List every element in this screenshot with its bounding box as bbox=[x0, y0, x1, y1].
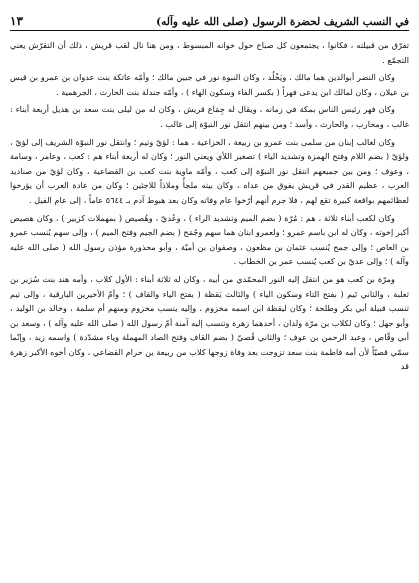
paragraph: وكان لغالب إبنان من سلمى بنت عمرو بن ربيعة ، الخزاعية ، هما : لؤيّ وتيم ؛ وانتقل نور النبوّة الشريف إلى لؤيّ ، ولؤيّ ( بضم اللام وفتح الهمزة وتشديد الياء ) تصغير اللأي ويعني النور ؛ وكان له أربعة أبناء هم : كعب ، وعامر ، وسامة ، وعوف ؛ ومن بين جميعهم انتقل نور النبوّة إلى كعب ، وأمّه ماوية بنت كعب بن القضاعية ، وكان لؤيّ من صناديد العرب ، عظيم القدر في قريش يفوق من عداه ، وكان بيته ملجأً وملاذاً للاجئين ؛ وكان من عادة العرب أن يؤرخوا لعظائمهم بواقعة كبيرة تقع لهم ، فلا جرم أنهم أرّخوا عام وفاته وكان بعد هبوط آدم بـ ٥٦٤٤ عاماً ، إلى عام الفيل . bbox=[10, 136, 409, 205]
page-header bbox=[10, 6, 409, 28]
page-body bbox=[10, 38, 409, 575]
paragraph: ومرّة بن كعب هو من انتقل إليه النور المحمّدي من أبيه ، وكان له ثلاثة أبناء : الأول كلاب ، وأمه هند بنت سُرَير بن ثعلبة ، والثاني تَيم ( بفتح التاء وسكون الياء ) والثالث يَقظة ( بفتح الياء والقاف ) ؛ وأمّ الأخيرين البارقية ، وإلى تيم تنسب قبيلة أبي بكر وطلحة ؛ وكان ليقظة ابن اسمه مخزوم ، وإليه ينسب مخزوم ومنهم أم سلمة ، وخالد بن الوليد ، وأبو جهل ؛ وكان لكلاب بن مرّة ولدان ، أحدهما زهرة وتنسب إليه آمنة أمّ رسول الله ( صلى الله عليه وآله ) ، وسعد بن أبي وقّاص ، وعبد الرحمن بن عوف ؛ والثاني قُصيّ ( بضم القاف وفتح الصاد المهملة وياء مشدّدة ) واسمه زيد ، وإنّما سمّي قصيّاً لأن أمه فاطمة بنت سعد تزوجت بعد وفاة زوجها كلاب من ربيعة بن حرام القضاعي ، وكان أخوه الأكبر زهرة قد bbox=[10, 273, 409, 372]
paragraph: وكان لكعب أبناء ثلاثة ، هم : مُرّة ( بضم الميم وتشديد الراء ) ، وعُديّ ، وهُصيص ( بمهملات كزبير ) ، وكان هصيص أكبر إخوته ، وكان له ابن باسم عمرو ؛ ولعمرو ابنان هما سهم وجُمَح ( بضم الجيم وفتح الميم ) ، وإلى سهم يُنسب عمرو بن العاص ؛ وإلى جمح يُنسب عثمان بن مظعون ، وصفوان بن أميّة ، وأبو محذورة مؤذن رسول الله ( صلى الله عليه وآله ) ؛ وإلى عديّ بن كعب يُنسب عمر بن الخطاب . bbox=[10, 212, 409, 267]
running-title: في النسب الشريف لحضرة الرسول (صلى الله عليه وآله) bbox=[156, 16, 409, 28]
paragraph: وكان فهر رئيس الناس بمكة في زمانه ، ويقال له جِمَاع قريش ، وكان له من ليلى بنت سعد بن هذيل أربعة أبناء : غالب ، ومحارب ، والحارث ، وأسد ؛ ومن بينهم انتقل نور النبوّة إلى غالب . bbox=[10, 104, 409, 129]
paragraph: وكان النضر أبوالدين هما مالك ، ويَخْلُد ، وكان النبوة نور في جبين مالك ؛ وأمّه عاتكة بنت عدوان بن عمرو بن قيس بن عيلان ، وكان لمالك ابن يدعى فهراً ( بكسر الفاء وسكون الهاء ) ، وأمّه جندلة بنت الحارث ، الجرهمية . bbox=[10, 72, 409, 97]
page-number: ١٣ bbox=[10, 14, 23, 28]
header-divider bbox=[10, 30, 409, 31]
paragraph: تفرّق من قبيلته ، فكانوا ، يجتمعون كل صباح حول خوانه المبسوط ، ومن هنا نال لقب قريش ، ذلك أن التقرّش يعني التجمّع . bbox=[10, 40, 409, 65]
